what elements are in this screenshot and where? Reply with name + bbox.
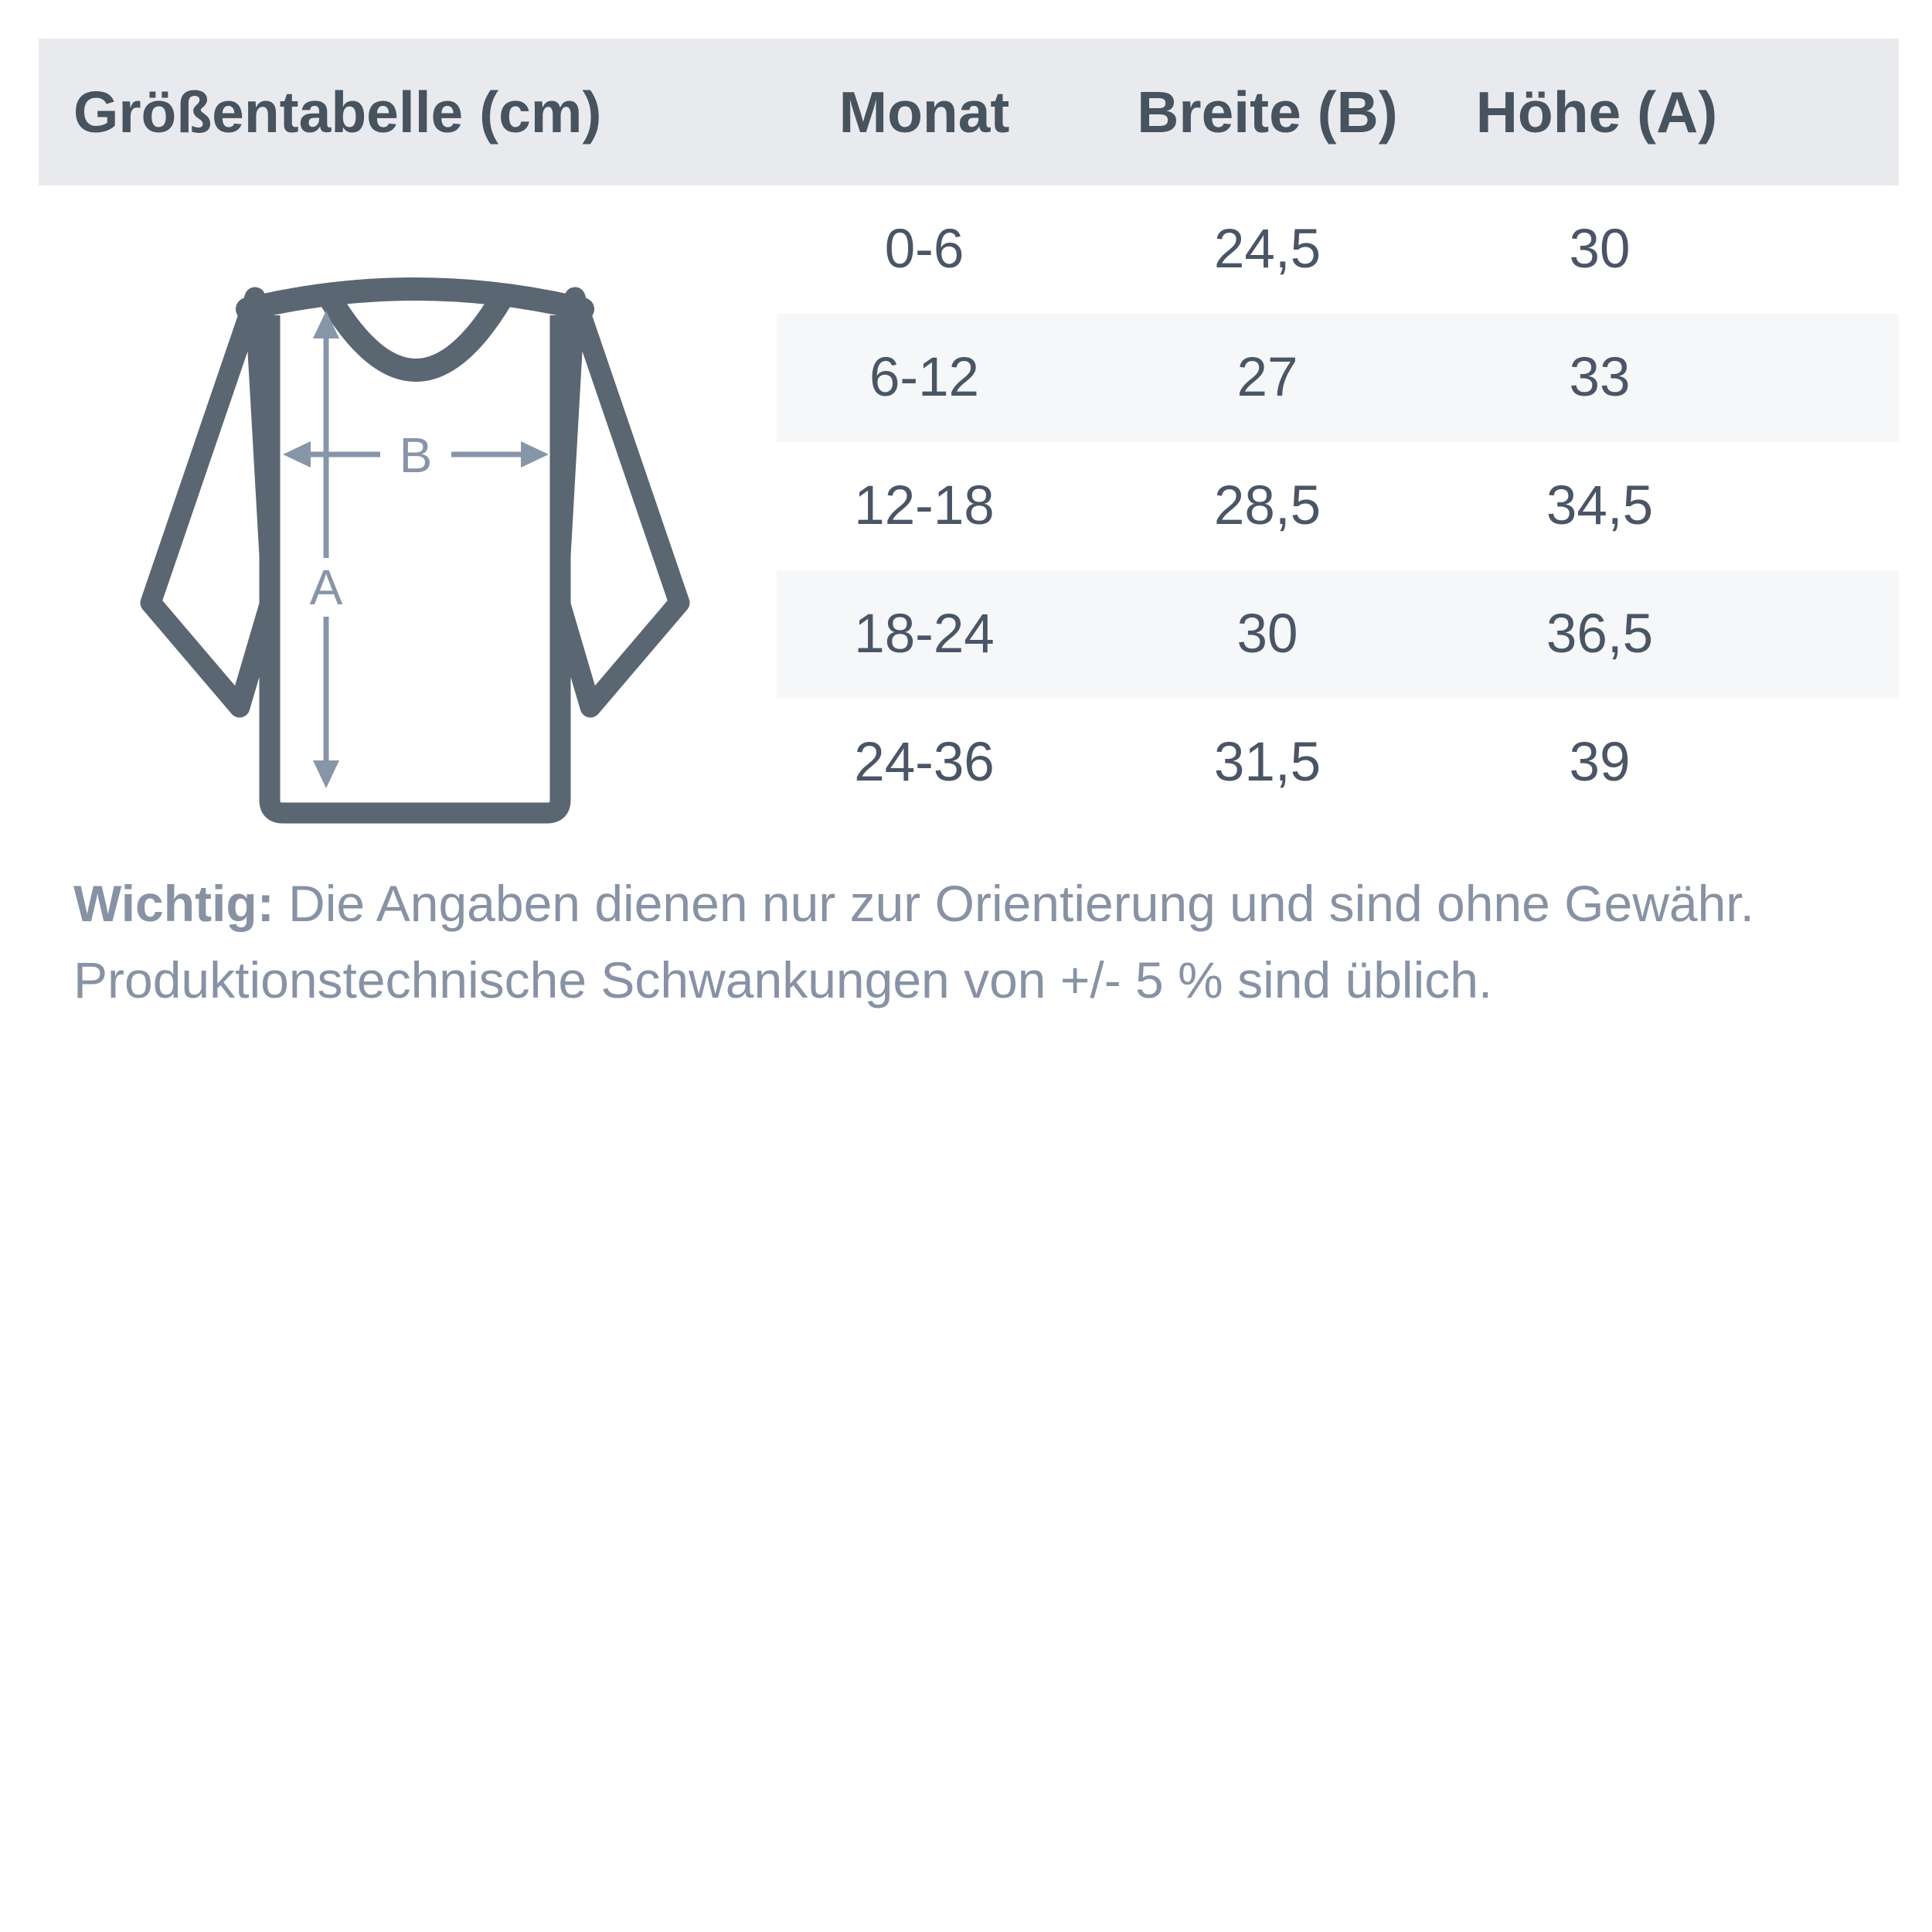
cell-breite: 24,5 (1213, 219, 1321, 280)
tshirt-diagram-icon (124, 255, 711, 842)
table-row (777, 185, 1899, 314)
cell-monat: 12-18 (854, 475, 995, 536)
size-table-body (777, 185, 1899, 827)
table-header-band (39, 39, 1899, 185)
cell-breite: 30 (1236, 604, 1298, 665)
cell-monat: 0-6 (884, 219, 964, 280)
disclaimer-note (73, 866, 1874, 1019)
page-title: Größentabelle (cm) (73, 80, 602, 145)
cell-monat: 24-36 (854, 732, 995, 793)
column-header-hoehe: Höhe (A) (1475, 80, 1718, 145)
tshirt-left-sleeve (151, 298, 272, 707)
table-row (777, 570, 1899, 699)
tshirt-shoulder-arch (247, 289, 583, 309)
disclaimer-bold-label: Wichtig: (73, 875, 274, 932)
disclaimer-text-1: Die Angaben dienen nur zur Orientierung und sind ohne Gewähr. (274, 875, 1754, 932)
cell-hoehe: 30 (1569, 219, 1631, 280)
table-row (777, 699, 1899, 827)
disclaimer-line-1 (73, 866, 1874, 942)
table-row (777, 314, 1899, 442)
cell-monat: 18-24 (854, 604, 995, 665)
tshirt-right-sleeve (558, 298, 679, 707)
width-arrow-label: B (399, 427, 433, 483)
cell-hoehe: 34,5 (1546, 475, 1654, 536)
cell-hoehe: 39 (1569, 732, 1631, 793)
column-header-breite: Breite (B) (1137, 80, 1398, 145)
cell-hoehe: 36,5 (1546, 604, 1654, 665)
table-row (777, 442, 1899, 570)
cell-breite: 31,5 (1213, 732, 1321, 793)
disclaimer-line-2: Produktionstechnische Schwankungen von +/- 5 % sind üblich. (73, 951, 1493, 1009)
height-arrow-label: A (309, 560, 343, 615)
cell-monat: 6-12 (869, 347, 980, 408)
column-header-monat: Monat (838, 80, 1010, 145)
cell-breite: 28,5 (1213, 475, 1321, 536)
cell-hoehe: 33 (1569, 347, 1631, 408)
cell-breite: 27 (1236, 347, 1298, 408)
